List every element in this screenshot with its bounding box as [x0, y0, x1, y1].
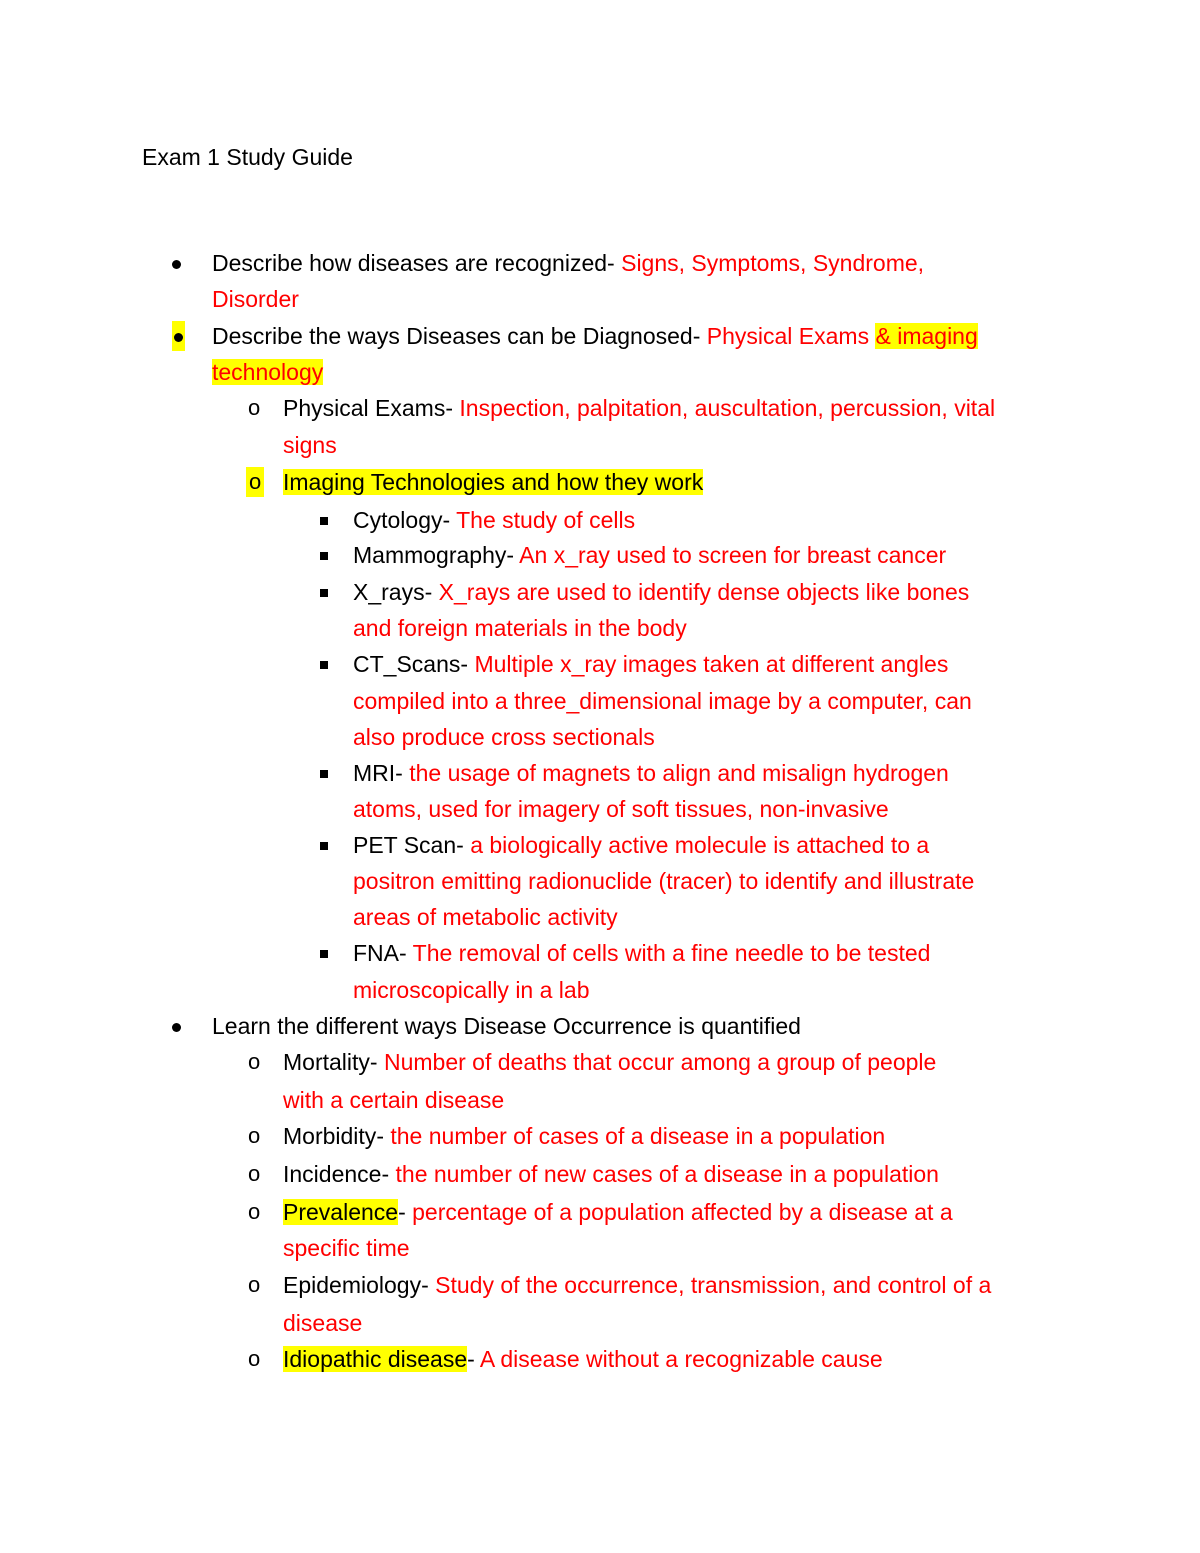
- item-definition-cont: also produce cross sectionals: [353, 724, 655, 750]
- item-definition-cont: compiled into a three_dimensional image by a computer, can: [353, 688, 972, 714]
- item-definition: Number of deaths that occur among a group of people: [383, 1049, 937, 1075]
- item-separator: -: [506, 542, 520, 568]
- item-definition: An x_ray used to screen for breast cancer: [519, 542, 947, 568]
- item-separator: -: [467, 1346, 480, 1372]
- subsub-item: [353, 830, 929, 860]
- bullet-circle-icon: o: [248, 1049, 261, 1074]
- sub-item: [283, 1197, 953, 1227]
- list-item: [212, 248, 924, 278]
- item-separator: -: [607, 250, 622, 276]
- item-separator: -: [692, 323, 707, 349]
- sub-item: [283, 393, 995, 423]
- item-definition: the number of new cases of a disease in a population: [395, 1161, 939, 1187]
- bullet-square-icon: [320, 938, 328, 968]
- item-definition-highlight: technology: [212, 359, 324, 385]
- item-definition-cont: with a certain disease: [283, 1087, 505, 1113]
- item-definition: the number of cases of a disease in a population: [390, 1123, 886, 1149]
- item-definition-cont: signs: [283, 432, 337, 458]
- item-term: CT_Scans: [353, 651, 461, 677]
- item-term: Describe how diseases are recognized: [212, 250, 608, 276]
- item-definition: Study of the occurrence, transmission, and control of a: [435, 1272, 992, 1298]
- item-term: X_rays: [353, 579, 425, 605]
- item-term: FNA: [353, 940, 399, 966]
- subsub-item: [353, 505, 635, 535]
- item-separator: -: [399, 940, 413, 966]
- bullet-circle-icon: o: [248, 1199, 261, 1224]
- item-separator: -: [376, 1123, 391, 1149]
- sub-item: [283, 1344, 883, 1374]
- subsub-item: [353, 577, 969, 607]
- item-separator: -: [381, 1161, 396, 1187]
- item-separator: -: [424, 579, 439, 605]
- subsub-item: [353, 649, 948, 679]
- subsub-item: [353, 938, 930, 968]
- item-separator: -: [456, 832, 471, 858]
- item-term-highlight: Idiopathic disease: [283, 1346, 468, 1372]
- bullet-square-icon: [320, 505, 328, 535]
- bullet-square-icon: [320, 540, 328, 570]
- item-definition-cont: disease: [283, 1310, 363, 1336]
- bullet-dot-icon: [172, 321, 185, 351]
- item-separator: -: [395, 760, 410, 786]
- bullet-circle-icon: o: [248, 1161, 261, 1186]
- item-term: Morbidity: [283, 1123, 377, 1149]
- item-definition-cont: positron emitting radionuclide (tracer) to identify and illustrate: [353, 868, 975, 894]
- item-term-highlight: Imaging Technologies and how they work: [283, 469, 704, 495]
- item-term: Epidemiology: [283, 1272, 422, 1298]
- bullet-square-icon: [320, 758, 328, 788]
- list-item: [212, 321, 978, 351]
- subsub-item: [353, 540, 946, 570]
- item-definition: Multiple x_ray images taken at different angles: [474, 651, 949, 677]
- item-separator: -: [421, 1272, 436, 1298]
- item-definition-cont: Disorder: [212, 286, 299, 312]
- item-definition-highlight: & imaging: [875, 323, 978, 349]
- item-definition: percentage of a population affected by a disease at a: [412, 1199, 953, 1225]
- bullet-square-icon: [320, 577, 328, 607]
- item-definition: a biologically active molecule is attached to a: [470, 832, 930, 858]
- item-definition-cont: specific time: [283, 1235, 410, 1261]
- item-definition-cont: atoms, used for imagery of soft tissues, non-invasive: [353, 796, 889, 822]
- item-definition: Physical Exams: [706, 323, 876, 349]
- bullet-dot-icon: [172, 248, 181, 278]
- subsub-item: [353, 758, 949, 788]
- item-term: Mammography: [353, 542, 507, 568]
- item-term: Describe the ways Diseases can be Diagnosed: [212, 323, 693, 349]
- bullet-circle-icon: o: [246, 467, 264, 497]
- item-definition-cont: and foreign materials in the body: [353, 615, 687, 641]
- item-separator: -: [460, 651, 475, 677]
- item-definition-cont: microscopically in a lab: [353, 977, 590, 1003]
- item-term: MRI: [353, 760, 396, 786]
- bullet-square-icon: [320, 649, 328, 679]
- bullet-circle-icon: o: [248, 395, 261, 420]
- item-term: Mortality: [283, 1049, 370, 1075]
- item-definition-cont: [212, 357, 323, 387]
- item-term-highlight: Prevalence: [283, 1199, 399, 1225]
- bullet-circle-icon: o: [248, 1123, 261, 1148]
- item-term: PET Scan: [353, 832, 457, 858]
- page-title: Exam 1 Study Guide: [142, 144, 353, 170]
- item-definition: Inspection, palpitation, auscultation, percussion, vital: [459, 395, 996, 421]
- bullet-square-icon: [320, 830, 328, 860]
- bullet-dot-icon: [172, 1011, 181, 1041]
- item-separator: -: [442, 507, 457, 533]
- sub-item: [283, 1159, 939, 1189]
- item-definition: The study of cells: [456, 507, 636, 533]
- item-separator: -: [369, 1049, 384, 1075]
- sub-item: [283, 1047, 936, 1077]
- item-definition: Signs, Symptoms, Syndrome,: [621, 250, 925, 276]
- item-term: Physical Exams: [283, 395, 446, 421]
- item-definition: The removal of cells with a fine needle to be tested: [412, 940, 931, 966]
- sub-item: [283, 467, 703, 497]
- sub-item: [283, 1121, 885, 1151]
- list-item: Learn the different ways Disease Occurrence is quantified: [212, 1013, 801, 1039]
- sub-item: [283, 1270, 991, 1300]
- item-definition: the usage of magnets to align and misalign hydrogen: [409, 760, 949, 786]
- item-term: Cytology: [353, 507, 443, 533]
- item-definition: X_rays are used to identify dense objects like bones: [438, 579, 970, 605]
- item-separator: -: [445, 395, 460, 421]
- bullet-circle-icon: o: [248, 1346, 261, 1371]
- item-term: Incidence: [283, 1161, 382, 1187]
- bullet-circle-icon: o: [248, 1272, 261, 1297]
- item-separator: -: [398, 1199, 413, 1225]
- item-definition: A disease without a recognizable cause: [479, 1346, 883, 1372]
- item-definition-cont: areas of metabolic activity: [353, 904, 618, 930]
